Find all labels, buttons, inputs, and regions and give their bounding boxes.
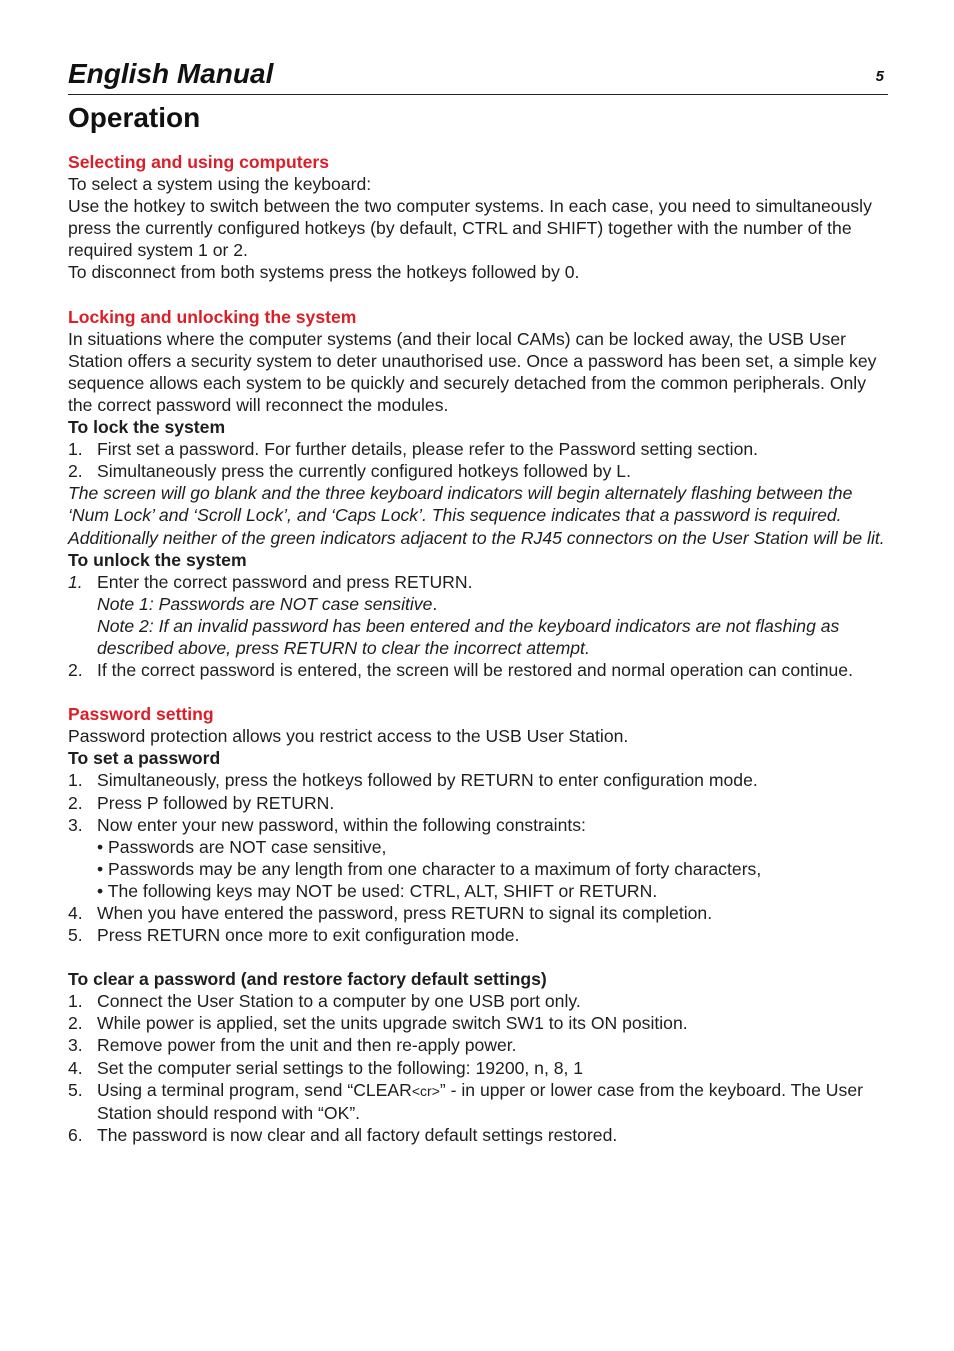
list-item: 4. When you have entered the password, press RETURN to signal its completion. [68, 903, 713, 923]
paragraph: Password protection allows you restrict access to the USB User Station. [68, 726, 629, 747]
page-title: Operation [68, 102, 201, 133]
list-item: 1. Simultaneously, press the hotkeys followed by RETURN to enter configuration mode. [68, 770, 758, 791]
paragraph: Use the hotkey to switch between the two computer systems. In each case, you need to simultaneously press the currently configured hotkeys (by default, CTRL and SHIFT) together with the number of the required system 1 or 2. [68, 196, 872, 261]
list-item: 1. First set a password. For further details, please refer to the Password setting section. [68, 439, 759, 460]
section-title-selecting: Selecting and using computers [68, 152, 330, 172]
bullet-item: • Passwords are NOT case sensitive, [97, 836, 387, 857]
note-2: Note 2: If an invalid password has been entered and the keyboard indicators are not flashing as described above, press RETURN to clear the incorrect attempt. [97, 615, 840, 658]
list-item: 1. Connect the User Station to a computer by one USB port only. [68, 991, 581, 1012]
paragraph: In situations where the computer systems (and their local CAMs) can be locked away, the USB User Station offers a security system to deter unauthorised use. Once a password has been set, a simple key sequence allows each system to be quickly and securely detached from the common peripherals. Only the correct password will reconnect the modules. [68, 328, 877, 415]
page-content [68, 151, 888, 1146]
page-number: 5 [875, 68, 884, 85]
list-item: 3. Remove power from the unit and then re-apply power. [68, 1035, 517, 1056]
section-title-locking: Locking and unlocking the system [68, 306, 357, 327]
list-item: 3. Now enter your new password, within the following constraints: [68, 814, 586, 835]
list-item: 6. The password is now clear and all factory default settings restored. [68, 1124, 618, 1145]
list-item: 5. Using a terminal program, send “CLEAR<cr>” - in upper or lower case from the keyboard. The User Station should respond with “OK”. [68, 1079, 863, 1123]
bullet-item: • The following keys may NOT be used: CTRL, ALT, SHIFT or RETURN. [97, 880, 658, 901]
subheading-set-password: To set a password [68, 748, 221, 769]
paragraph: To select a system using the keyboard: [68, 174, 372, 195]
list-item: 4. Set the computer serial settings to the following: 19200, n, 8, 1 [68, 1057, 584, 1078]
list-item: 5. Press RETURN once more to exit configuration mode. [68, 925, 520, 946]
document-title: English Manual [68, 58, 274, 89]
list-item: 1. Enter the correct password and press RETURN. [68, 571, 473, 592]
subheading-unlock: To unlock the system [68, 549, 247, 570]
subheading-lock: To lock the system [68, 417, 226, 438]
list-item: 2. If the correct password is entered, the screen will be restored and normal operation can continue. [68, 660, 853, 681]
italic-note: The screen will go blank and the three keyboard indicators will begin alternately flashing between the ‘Num Lock’ and ‘Scroll Lock’, and ‘Caps Lock’. This sequence indicates that a password is required. Additionally neither of the green indicators adjacent to the RJ45 connectors on the User Station will be lit. [68, 483, 885, 548]
subheading-clear-password: To clear a password (and restore factory default settings) [68, 969, 547, 990]
note-1: Note 1: Passwords are NOT case sensitive. [97, 593, 438, 614]
paragraph: To disconnect from both systems press the hotkeys followed by 0. [68, 262, 580, 283]
section-title-password: Password setting [68, 704, 214, 725]
list-item: 2. While power is applied, set the units upgrade switch SW1 to its ON position. [68, 1013, 688, 1034]
page-header [68, 56, 888, 95]
list-item: 2. Press P followed by RETURN. [68, 792, 335, 813]
list-item: 2. Simultaneously press the currently configured hotkeys followed by L. [68, 461, 631, 482]
bullet-item: • Passwords may be any length from one character to a maximum of forty characters, [97, 858, 762, 879]
